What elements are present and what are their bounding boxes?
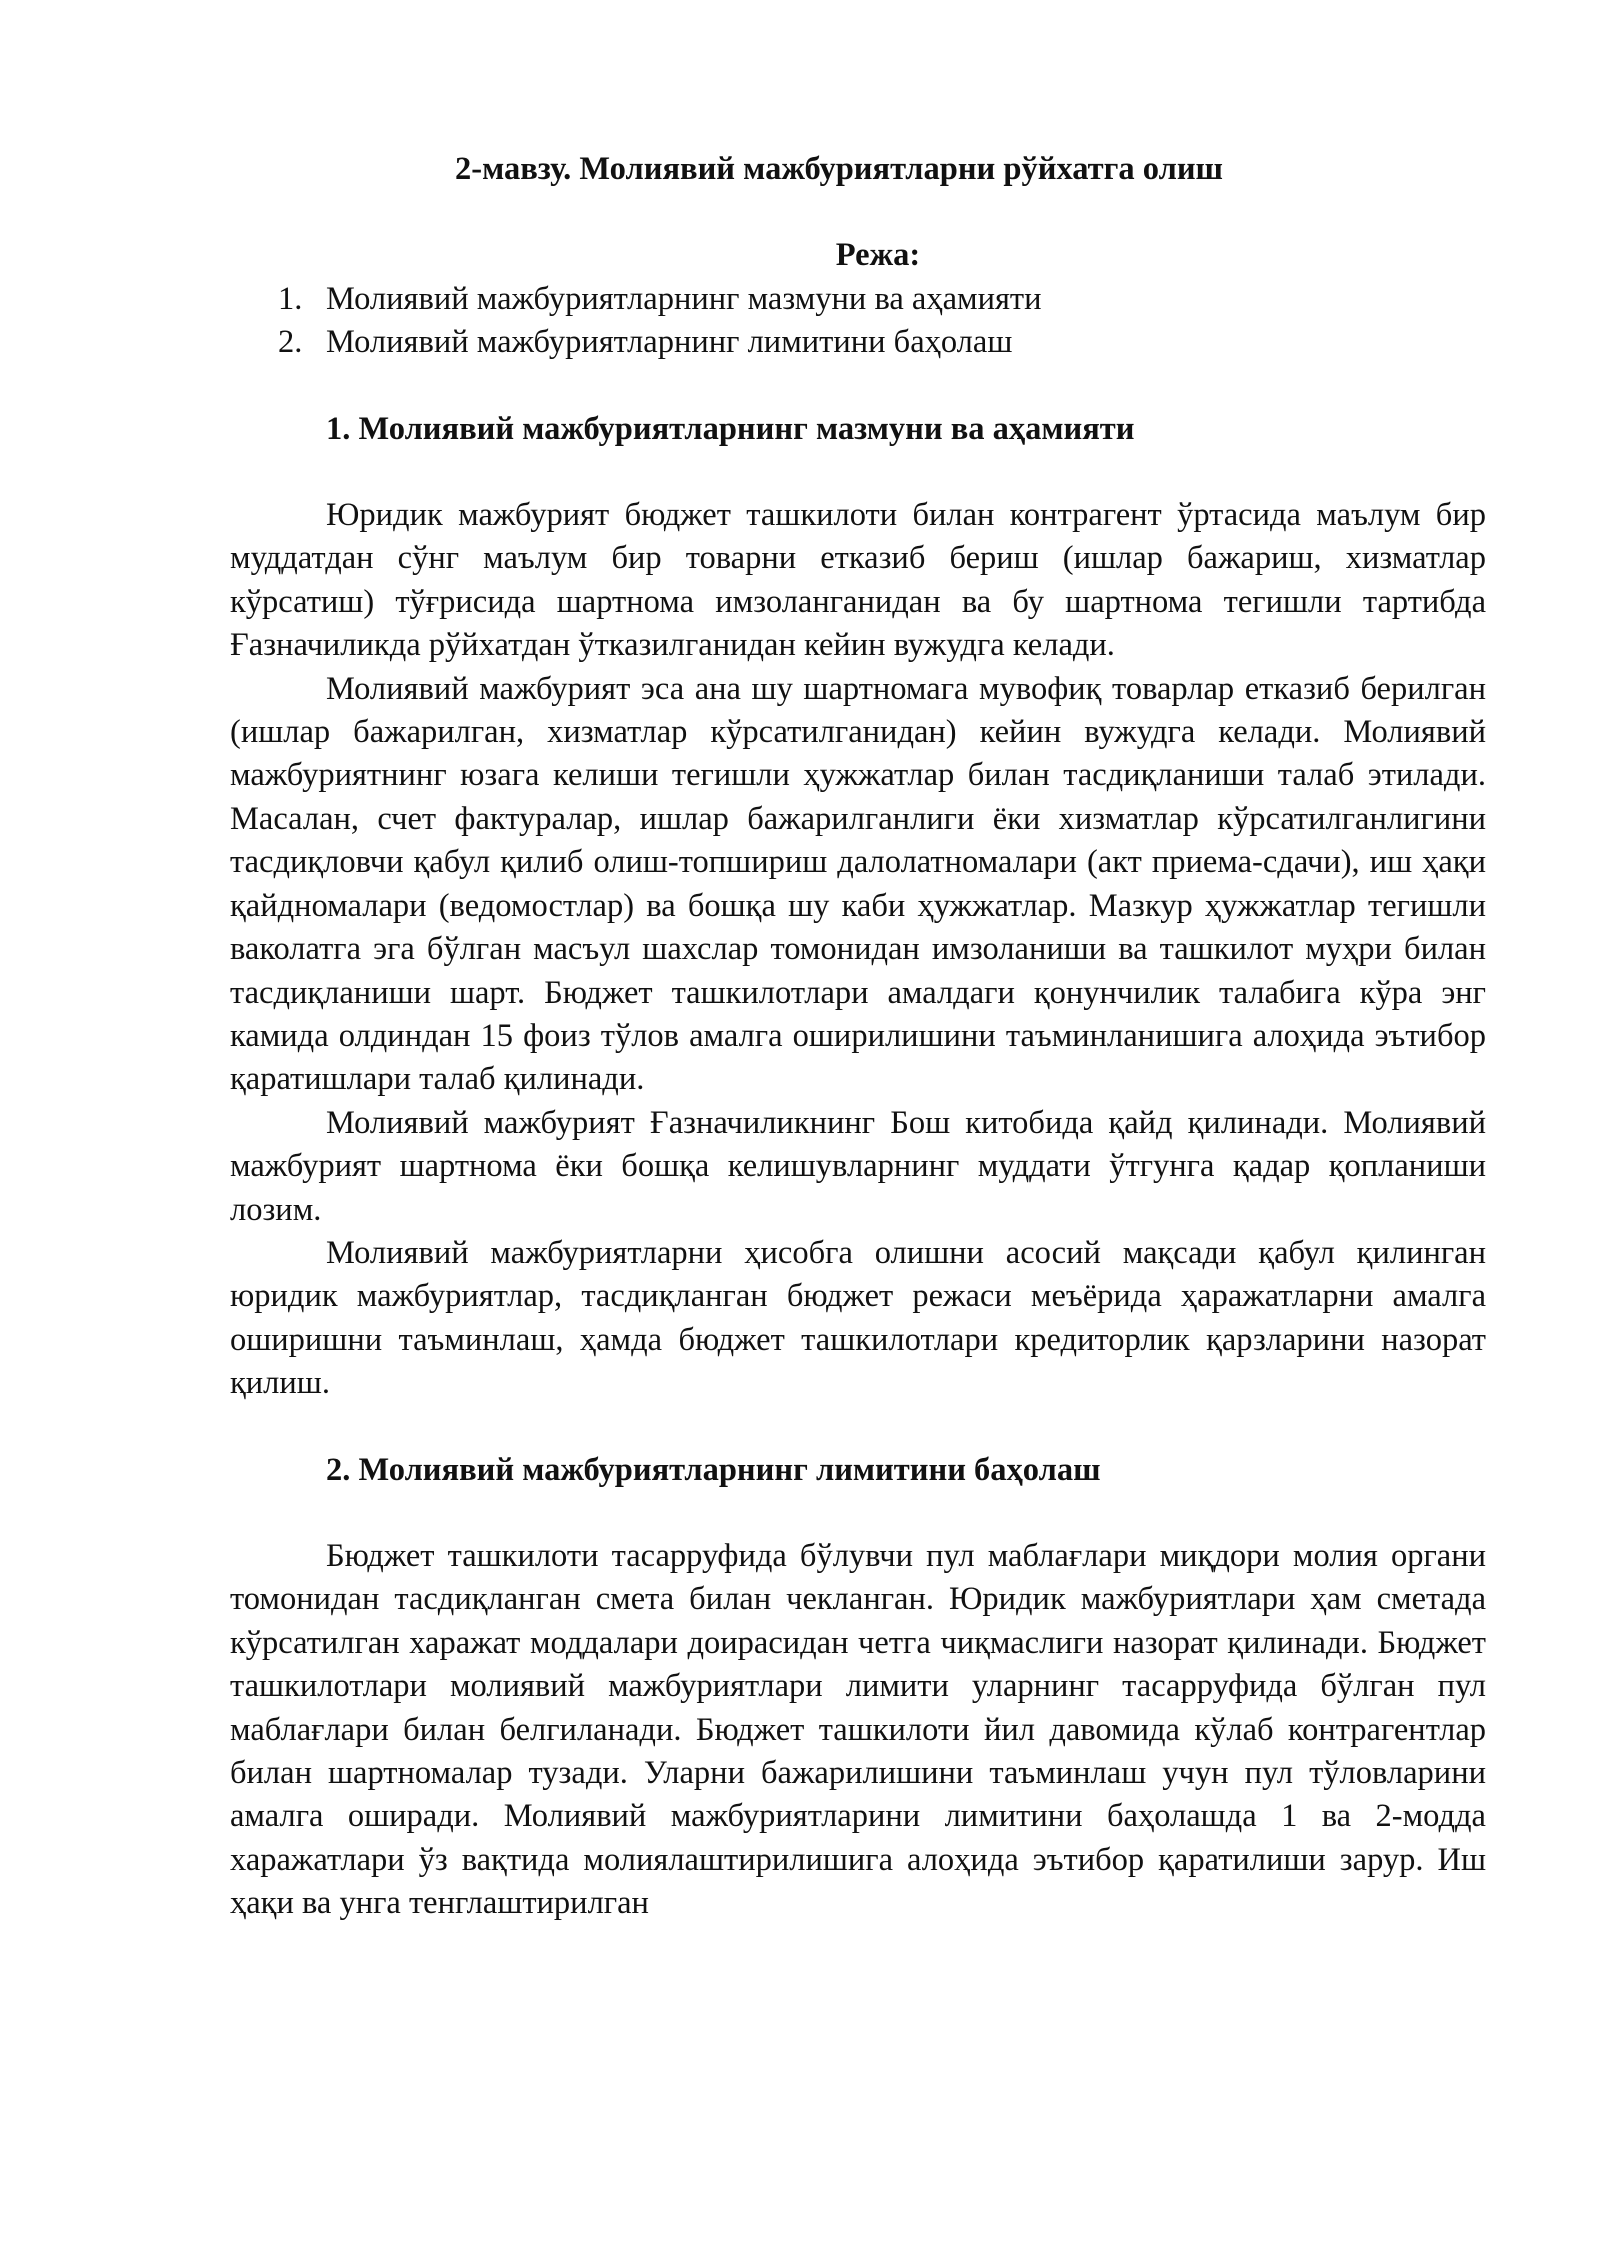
plan-item-number: 2.: [278, 324, 303, 361]
plan-item-number: 1.: [278, 280, 303, 317]
plan-item: [230, 278, 1486, 321]
document-title: 2-мавзу. Молиявий мажбуриятларни рўйхатга олиш: [455, 151, 1223, 187]
plan-item: [230, 321, 1486, 364]
section-1-heading: 1. Молиявий мажбуриятларнинг мазмуни ва аҳамияти: [326, 410, 1135, 447]
section-1-paragraph: Молиявий мажбурият Ғазначиликнинг Бош китобида қайд қилинади. Молиявий мажбурият шартнома ёки бошқа келишувларнинг муддати ўтгунга қадар қопланиши лозим.: [230, 1104, 1486, 1228]
section-1-paragraph: Молиявий мажбуриятларни ҳисобга олишни асосий мақсади қабул қилинган юридик мажбуриятлар, тасдиқланган бюджет режаси меъёрида ҳаражатларни амалга оширишни таъминлаш, ҳамда бюджет ташкилотлари кредиторлик қарзларини назорат қилиш.: [230, 1234, 1486, 1402]
plan-list: [230, 278, 1486, 365]
section-2-heading: 2. Молиявий мажбуриятларнинг лимитини баҳолаш: [326, 1451, 1101, 1488]
plan-item-text: Молиявий мажбуриятларнинг лимитини баҳолаш: [326, 324, 1013, 361]
plan-heading: Режа:: [835, 237, 921, 274]
section-1-paragraph: Молиявий мажбурият эса ана шу шартномага мувофиқ товарлар етказиб берилган (ишлар бажарилган, хизматлар кўрсатилганидан) кейин вужудга келади. Молиявий мажбуриятнинг юзага келиши тегишли ҳужжатлар билан тасдиқланиши талаб этилади. Масалан, счет фактуралар, ишлар бажарилганлиги ёки хизматлар кўрсатилганлигини тасдиқловчи қабул қилиб олиш-топшириш далолатномалари (акт приема-сдачи), иш ҳақи қайдномалари (ведомостлар) ва бошқа шу каби ҳужжатлар. Мазкур ҳужжатлар тегишли ваколатга эга бўлган масъул шахслар томонидан имзоланиши ва ташкилот муҳри билан тасдиқланиши шарт. Бюджет ташкилотлари амалдаги қонунчилик талабига кўра энг камида олдиндан 15 фоиз тўлов амалга оширилишини таъминланишига алоҳида эътибор қаратишлари талаб қилинади.: [230, 670, 1486, 1098]
plan-item-text: Молиявий мажбуриятларнинг мазмуни ва аҳамияти: [326, 280, 1042, 317]
section-2-paragraph: Бюджет ташкилоти тасарруфида бўлувчи пул маблағлари миқдори молия органи томонидан тасдиқланган смета билан чекланган. Юридик мажбуриятлари ҳам сметада кўрсатилган харажат моддалари доирасидан четга чиқмаслиги назорат қилинади. Бюджет ташкилотлари молиявий мажбуриятлари лимити уларнинг тасарруфида бўлган пул маблағлари билан белгиланади. Бюджет ташкилоти йил давомида кўлаб контрагентлар билан шартномалар тузади. Уларни бажарилишини таъминлаш учун пул тўловларини амалга оширади. Молиявий мажбуриятларини лимитини баҳолашда 1 ва 2-модда харажатлари ўз вақтида молиялаштирилишига алоҳида эътибор қаратилиши зарур. Иш ҳақи ва унга тенглаштирилган: [230, 1537, 1486, 1922]
section-1-paragraph: Юридик мажбурият бюджет ташкилоти билан контрагент ўртасида маълум бир муддатдан сўнг маълум бир товарни етказиб бериш (ишлар бажариш, хизматлар кўрсатиш) тўғрисида шартнома имзоланганидан ва бу шартнома тегишли тартибда Ғазначиликда рўйхатдан ўтказилганидан кейин вужудга келади.: [230, 497, 1486, 664]
document-page: [230, 148, 1486, 1926]
